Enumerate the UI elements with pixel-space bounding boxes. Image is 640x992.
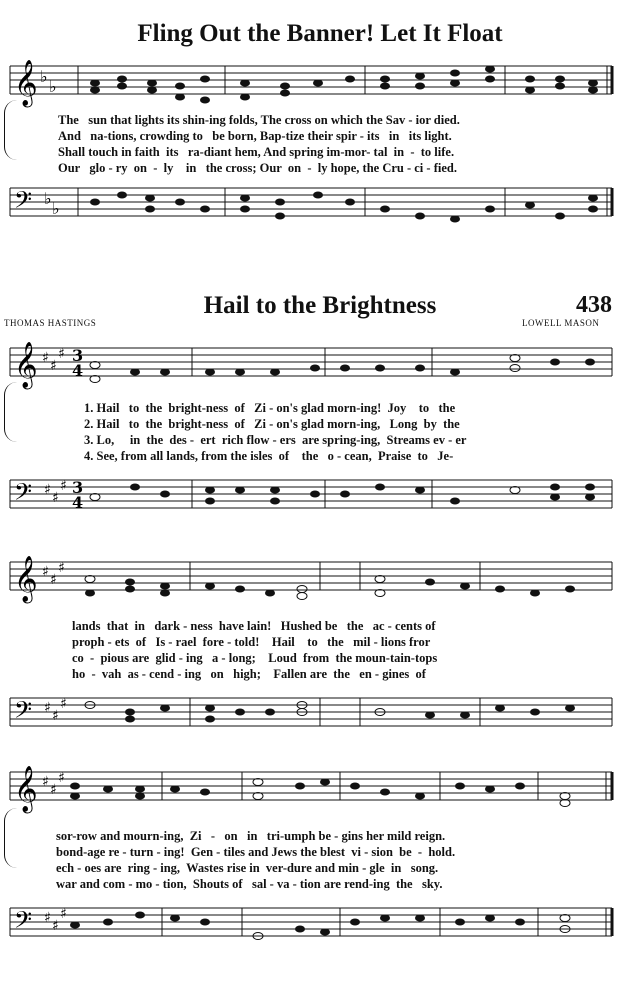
svg-text:♯: ♯: [52, 490, 59, 506]
system1-lyric-1: 1. Hail to the bright-ness of Zi - on's glad morn-ing! Joy to the: [84, 401, 456, 415]
hymn2-title: Hail to the Brightness: [203, 292, 437, 319]
svg-text:♯: ♯: [42, 350, 49, 366]
system3-treble-staff: [0, 758, 640, 828]
system-bracket: [4, 100, 17, 160]
hymn1-title: Fling Out the Banner! Let It Float: [137, 20, 503, 47]
svg-text:3: 3: [72, 478, 84, 497]
system3-lyric-1: sor-row and mourn-ing, Zi - on in tri-umph be - gins her mild reign.: [56, 829, 446, 843]
system3-lyric-4: war and com - mo - tion, Shouts of sal - va - tion are rend-ing the sky.: [56, 877, 443, 891]
svg-text:♭: ♭: [40, 67, 48, 86]
svg-text:♯: ♯: [50, 358, 57, 374]
svg-text:♯: ♯: [58, 770, 65, 786]
svg-text:♯: ♯: [44, 700, 51, 716]
system2-bass-staff: [0, 688, 640, 750]
system1-lyric-3: 3. Lo, in the des - ert rich flow - ers are spring-ing, Streams ev - er: [84, 433, 467, 447]
svg-text:𝄞: 𝄞: [14, 60, 38, 106]
svg-text:♯: ♯: [50, 782, 57, 798]
svg-text:𝄢: 𝄢: [14, 696, 33, 729]
system1-treble-staff: [0, 334, 640, 404]
system2-treble-staff: [0, 548, 640, 618]
svg-text:♯: ♯: [44, 482, 51, 498]
svg-text:♭: ♭: [49, 77, 57, 96]
svg-text:♭: ♭: [44, 189, 52, 208]
hymn1-lyric-line-1: The sun that lights its shin-ing folds, The cross on which the Sav - ior died.: [58, 113, 460, 127]
hymn-number: 438: [576, 292, 612, 318]
svg-text:♭: ♭: [52, 199, 60, 218]
svg-text:♯: ♯: [60, 478, 67, 494]
svg-text:𝄞: 𝄞: [14, 342, 38, 388]
system1-lyric-4: 4. See, from all lands, from the isles of the o - cean, Praise to Je-: [84, 449, 454, 463]
svg-text:♯: ♯: [50, 572, 57, 588]
svg-text:𝄞: 𝄞: [14, 766, 38, 812]
svg-text:𝄢: 𝄢: [14, 186, 33, 219]
composer-left: THOMAS HASTINGS: [4, 318, 97, 328]
system1-lyric-2: 2. Hail to the bright-ness of Zi - on's glad morn-ing, Long by the: [84, 417, 460, 431]
system3-lyric-3: ech - oes are ring - ing, Wastes rise in ver-dure and min - gle in song.: [56, 861, 439, 875]
hymn1-bass-staff: [0, 178, 640, 240]
system2-lyric-1: lands that in dark - ness have lain! Hushed be the ac - cents of: [72, 619, 436, 633]
hymn1-lyric-line-3: Shall touch in faith its ra-diant hem, And spring im-mor- tal in - to life.: [58, 145, 455, 159]
svg-text:𝄢: 𝄢: [14, 478, 33, 511]
hymn1-treble-staff: [0, 52, 640, 122]
svg-text:♯: ♯: [44, 910, 51, 926]
hymn1-lyric-line-2: And na-tions, crowding to be born, Bap-tize their spir - its in its light.: [58, 129, 452, 143]
svg-text:𝄞: 𝄞: [14, 556, 38, 602]
svg-text:♯: ♯: [52, 918, 59, 934]
system2-lyric-4: ho - vah as - cend - ing on high; Fallen are the en - gines of: [72, 667, 426, 681]
svg-text:♯: ♯: [42, 774, 49, 790]
system2-lyric-2: proph - ets of Is - rael fore - told! Hail to the mil - lions fror: [72, 635, 431, 649]
system-bracket: [4, 382, 17, 442]
svg-text:4: 4: [72, 361, 84, 380]
svg-text:♯: ♯: [60, 696, 67, 712]
composer-right: LOWELL MASON: [522, 318, 600, 328]
svg-text:𝄢: 𝄢: [14, 906, 33, 939]
svg-text:4: 4: [72, 493, 84, 512]
hymn1-lyric-line-4: Our glo - ry on - ly in the cross; Our on - ly hope, the Cru - ci - fied.: [58, 161, 457, 175]
system2-lyric-3: co - pious are glid - ing a - long; Loud from the moun-tain-tops: [72, 651, 438, 665]
system3-lyric-2: bond-age re - turn - ing! Gen - tiles and Jews the blest vi - sion be - hold.: [56, 845, 456, 859]
system3-bass-staff: [0, 898, 640, 984]
svg-text:♯: ♯: [42, 564, 49, 580]
svg-text:♯: ♯: [58, 346, 65, 362]
system-bracket: [4, 808, 17, 868]
svg-text:3: 3: [72, 346, 84, 365]
svg-text:♯: ♯: [52, 708, 59, 724]
svg-text:♯: ♯: [60, 906, 67, 922]
svg-text:♯: ♯: [58, 560, 65, 576]
system1-bass-staff: [0, 470, 640, 532]
